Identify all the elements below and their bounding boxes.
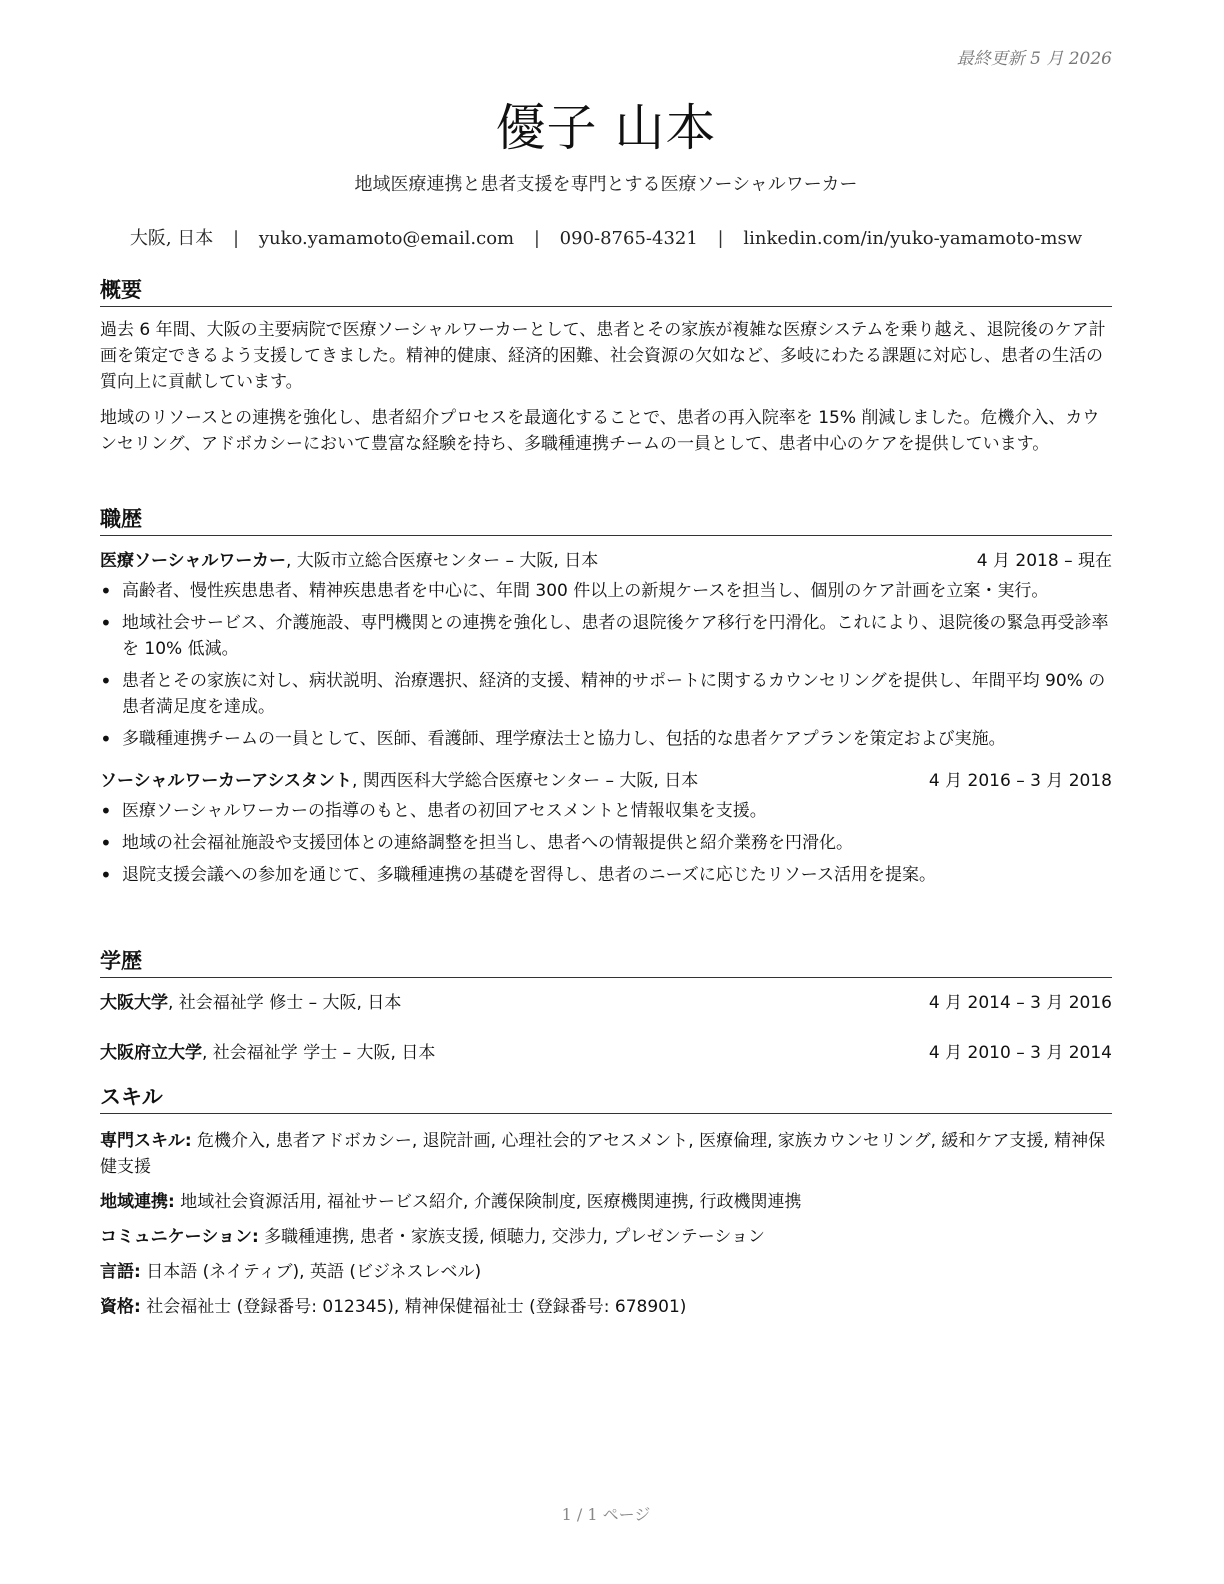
experience-heading: 職歴 bbox=[100, 505, 1112, 536]
job-bullet: • 患者とその家族に対し、病状説明、治療選択、経済的支援、精神的サポートに関するカウンセリングを提供し、年間平均 90% の患者満足度を達成。 bbox=[120, 668, 1112, 720]
contact-separator: | bbox=[717, 228, 724, 249]
job-dates: 4 月 2016 – 3 月 2018 bbox=[928, 771, 1112, 791]
skill-label: 言語: bbox=[100, 1262, 141, 1282]
skill-value: 多職種連携, 患者・家族支援, 傾聴力, 交渉力, プレゼンテーション bbox=[258, 1227, 766, 1247]
job-bullet: • 高齢者、慢性疾患患者、精神疾患患者を中心に、年間 300 件以上の新規ケースを担当し、個別のケア計画を立案・実行。 bbox=[120, 578, 1112, 604]
education-school: 大阪大学 bbox=[100, 993, 168, 1013]
job-bullet: • 地域の社会福祉施設や支援団体との連絡調整を担当し、患者への情報提供と紹介業務を円滑化。 bbox=[120, 830, 1112, 856]
page-number: 1 / 1 ページ bbox=[561, 1505, 651, 1524]
job-dates: 4 月 2018 – 現在 bbox=[976, 551, 1112, 571]
education-entry bbox=[100, 1040, 1112, 1066]
job-entry bbox=[100, 548, 1112, 752]
skill-row bbox=[100, 1128, 1112, 1180]
contact-line bbox=[100, 224, 1112, 250]
skill-value: 地域社会資源活用, 福祉サービス紹介, 介護保険制度, 医療機関連携, 行政機関連携 bbox=[174, 1192, 802, 1212]
job-bullets bbox=[100, 798, 1112, 888]
contact-separator: | bbox=[533, 228, 540, 249]
education-detail: , 社会福祉学 修士 – 大阪, 日本 bbox=[168, 993, 402, 1013]
skill-label: 資格: bbox=[100, 1297, 141, 1317]
contact-separator: | bbox=[233, 228, 240, 249]
education-dates: 4 月 2010 – 3 月 2014 bbox=[928, 1043, 1112, 1063]
skill-row bbox=[100, 1224, 1112, 1250]
education-entry bbox=[100, 990, 1112, 1016]
education-section bbox=[100, 947, 1112, 1066]
skills-heading: スキル bbox=[100, 1083, 1112, 1114]
job-role: ソーシャルワーカーアシスタント bbox=[100, 771, 352, 791]
job-header bbox=[100, 548, 1112, 574]
job-bullets bbox=[100, 578, 1112, 752]
education-heading: 学歴 bbox=[100, 947, 1112, 978]
summary-paragraph: 過去 6 年間、大阪の主要病院で医療ソーシャルワーカーとして、患者とその家族が複雑な医療システムを乗り越え、退院後のケア計画を策定できるよう支援してきました。精神的健康、経済的困難、社会資源の欠如など、多岐にわたる課題に対応し、患者の生活の質向上に貢献しています。 bbox=[100, 320, 1106, 392]
education-dates: 4 月 2014 – 3 月 2016 bbox=[928, 993, 1112, 1013]
summary-section bbox=[100, 276, 1112, 457]
contact-phone: 090-8765-4321 bbox=[559, 228, 698, 249]
job-bullet: • 地域社会サービス、介護施設、専門機関との連携を強化し、患者の退院後ケア移行を円滑化。これにより、退院後の緊急再受診率を 10% 低減。 bbox=[120, 610, 1112, 662]
skill-row bbox=[100, 1189, 1112, 1215]
skill-row bbox=[100, 1259, 1112, 1285]
job-bullet: • 多職種連携チームの一員として、医師、看護師、理学療法士と協力し、包括的な患者ケアプランを策定および実施。 bbox=[120, 726, 1112, 752]
education-detail: , 社会福祉学 学士 – 大阪, 日本 bbox=[202, 1043, 436, 1063]
skill-value: 社会福祉士 (登録番号: 012345), 精神保健福祉士 (登録番号: 678901) bbox=[140, 1297, 687, 1317]
job-header bbox=[100, 768, 1112, 794]
education-school: 大阪府立大学 bbox=[100, 1043, 202, 1063]
contact-linkedin[interactable]: linkedin.com/in/yuko-yamamoto-msw bbox=[743, 228, 1083, 249]
job-bullet: • 退院支援会議への参加を通じて、多職種連携の基礎を習得し、患者のニーズに応じたリソース活用を提案。 bbox=[120, 862, 1112, 888]
skill-label: 地域連携: bbox=[100, 1192, 175, 1212]
job-role: 医療ソーシャルワーカー bbox=[100, 551, 286, 571]
last-updated: 最終更新 5 月 2026 bbox=[956, 49, 1112, 69]
summary-heading: 概要 bbox=[100, 276, 1112, 307]
contact-location: 大阪, 日本 bbox=[129, 228, 214, 249]
skill-row bbox=[100, 1294, 1112, 1320]
resume-page bbox=[100, 0, 1112, 1584]
tagline: 地域医療連携と患者支援を専門とする医療ソーシャルワーカー bbox=[354, 174, 858, 195]
job-org: , 関西医科大学総合医療センター – 大阪, 日本 bbox=[351, 771, 699, 791]
contact-email[interactable]: yuko.yamamoto@email.com bbox=[258, 228, 515, 249]
experience-section bbox=[100, 505, 1112, 894]
skill-label: コミュニケーション: bbox=[100, 1227, 259, 1247]
job-entry bbox=[100, 768, 1112, 888]
job-org: , 大阪市立総合医療センター – 大阪, 日本 bbox=[285, 551, 599, 571]
skill-value: 危機介入, 患者アドボカシー, 退院計画, 心理社会的アセスメント, 医療倫理, 家族カウンセリング, 緩和ケア支援, 精神保健支援 bbox=[100, 1131, 1106, 1177]
candidate-name: 優子 山本 bbox=[495, 99, 717, 157]
summary-paragraph: 地域のリソースとの連携を強化し、患者紹介プロセスを最適化することで、患者の再入院率を 15% 削減しました。危機介入、カウンセリング、アドボカシーにおいて豊富な経験を持ち、多職種連携チームの一員として、患者中心のケアを提供しています。 bbox=[100, 408, 1100, 454]
job-bullet: • 医療ソーシャルワーカーの指導のもと、患者の初回アセスメントと情報収集を支援。 bbox=[120, 798, 1112, 824]
skills-section bbox=[100, 1083, 1112, 1329]
skill-value: 日本語 (ネイティブ), 英語 (ビジネスレベル) bbox=[140, 1262, 482, 1282]
skill-label: 専門スキル: bbox=[100, 1131, 192, 1151]
